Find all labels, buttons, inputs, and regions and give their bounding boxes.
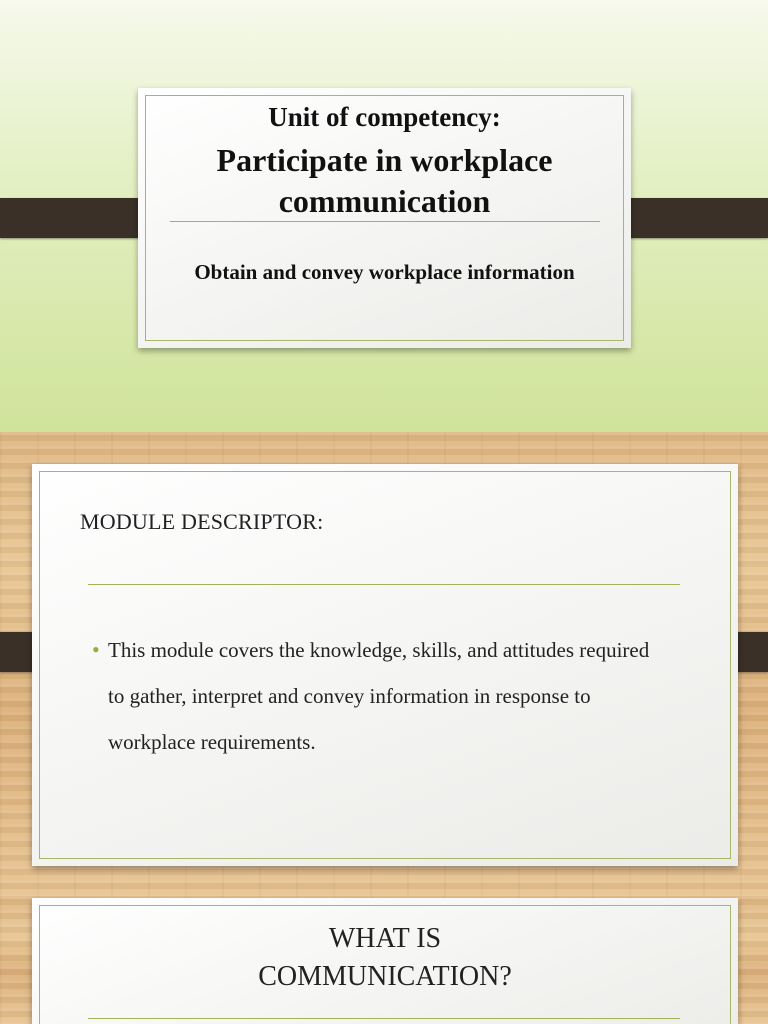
left-binder-tab (0, 198, 155, 238)
unit-title-line-1: Participate in workplace (216, 142, 553, 178)
communication-title-line-1: WHAT IS (328, 923, 442, 954)
unit-label: Unit of competency: (268, 102, 501, 132)
module-heading: MODULE DESCRIPTOR: (80, 509, 324, 534)
slide-3-what-is-communication (0, 896, 768, 1024)
bullet-text: This module covers the knowledge, skills, and attitudes required to gather, interpret and convey information in response to workplace requirements. (108, 638, 650, 754)
unit-title (138, 140, 631, 222)
slide-1-title (0, 0, 768, 432)
unit-subtitle: Obtain and convey workplace information (194, 260, 575, 284)
title-card (138, 88, 631, 348)
module-divider (88, 584, 680, 585)
module-card (32, 464, 738, 866)
communication-title-line-2: COMMUNICATION? (258, 961, 512, 992)
communication-card (32, 898, 738, 1024)
bullet-dot-icon: • (92, 637, 100, 662)
right-binder-tab (613, 198, 768, 238)
slide-2-module-descriptor (0, 432, 768, 896)
communication-divider (88, 1018, 680, 1019)
bullet-item (92, 627, 668, 765)
unit-title-line-2: communication (278, 183, 491, 219)
title-divider (170, 221, 600, 222)
communication-title (32, 920, 738, 996)
